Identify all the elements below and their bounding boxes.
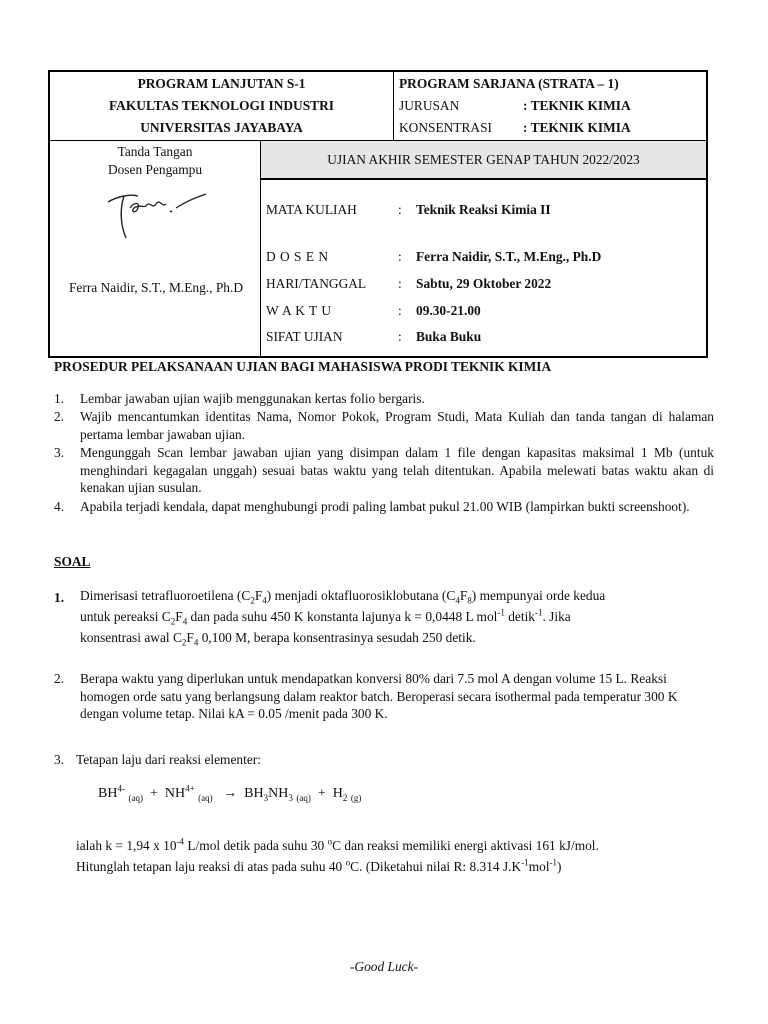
q1-line-2: untuk pereaksi $C_2F_4$ dan pada suhu 450 K konstanta lajunya k = 0,0448 L mol$^{-1}$ detik$^{-1}$. Jika — [80, 607, 571, 627]
q1-line-3: konsentrasi awal $C_2F_4$ 0,100 M, berapa konsentrasinya sesudah 250 detik. — [80, 630, 476, 648]
reaction-arrow-icon: → — [223, 786, 238, 801]
dosen-label: D O S E N — [266, 249, 329, 264]
q1-num: 1. — [54, 590, 65, 605]
exam-title: UJIAN AKHIR SEMESTER GENAP TAHUN 2022/2023 — [327, 152, 640, 167]
procedure-num-3: 3. — [54, 445, 65, 460]
sifat-ujian-label: SIFAT UJIAN — [266, 329, 343, 344]
hari-tanggal-colon: : — [398, 276, 402, 291]
q3-line-2: Hitunglah tetapan laju reaksi di atas pada suhu 40 $^o$C. (Diketahui nilai R: 8.314 $J.K^{-1}mol^{-1}$) — [76, 857, 562, 874]
q2-text: Berapa waktu yang diperlukan untuk mendapatkan konversi 80% dari 7.5 mol A dengan volume 15 L. Reaksi homogen orde satu yang berlangsung dalam reaktor batch. Beroperasi secara isothermal pada temperatur 300 K dengan volume tetap. Nilai kA = 0.05 /menit pada 300 K. — [80, 671, 678, 721]
jurusan-label: JURUSAN — [399, 98, 460, 113]
procedure-num-4: 4. — [54, 499, 65, 514]
waktu-label: W A K T U — [266, 303, 332, 318]
hari-tanggal-value: Sabtu, 29 Oktober 2022 — [416, 276, 552, 291]
institution-line-3: UNIVERSITAS JAYABAYA — [140, 120, 303, 135]
q2-num: 2. — [54, 671, 65, 686]
dosen-value: Ferra Naidir, S.T., M.Eng., Ph.D — [416, 249, 602, 264]
sifat-ujian-value: Buka Buku — [416, 329, 482, 344]
institution-line-1: PROGRAM LANJUTAN S-1 — [137, 76, 306, 91]
hari-tanggal-label: HARI/TANGGAL — [266, 276, 367, 291]
procedure-item-3: Mengunggah Scan lembar jawaban ujian yang disimpan dalam 1 file dengan kapasitas maksimal 1 Mb (untuk menghindari kegagalan unggah) sesuai batas waktu yang telah ditentukan. Apabila melewati batas waktu akan di kenakan ujian susulan. — [80, 445, 714, 495]
procedure-item-1: Lembar jawaban ujian wajib menggunakan kertas folio bergaris. — [80, 391, 425, 406]
mata-kuliah-colon: : — [398, 202, 402, 217]
signature-title-1: Tanda Tangan — [117, 144, 193, 159]
mata-kuliah-value: Teknik Reaksi Kimia II — [416, 202, 551, 217]
waktu-colon: : — [398, 303, 402, 318]
mata-kuliah-label: MATA KULIAH — [266, 202, 357, 217]
signature-name: Ferra Naidir, S.T., M.Eng., Ph.D — [68, 280, 244, 295]
footer-good-luck: -Good Luck- — [349, 959, 419, 974]
signature-title-2: Dosen Pengampu — [107, 162, 203, 177]
q3-intro: Tetapan laju dari reaksi elementer: — [76, 752, 261, 767]
institution-line-2: FAKULTAS TEKNOLOGI INDUSTRI — [109, 98, 334, 113]
q3-equation: $BH^{4-}$ $_{(aq)} + NH^{4+}$ $_{(aq)}$ → $BH_3NH_3$ $_{(aq)} + H_2$ $_{(g)}$ — [98, 783, 362, 803]
jurusan-value: : TEKNIK KIMIA — [523, 98, 631, 113]
konsentrasi-value: : TEKNIK KIMIA — [523, 120, 631, 135]
procedure-item-4: Apabila terjadi kendala, dapat menghubungi prodi paling lambat pukul 21.00 WIB (lampirkan bukti screenshoot). — [80, 499, 690, 514]
procedure-item-2: Wajib mencantumkan identitas Nama, Nomor Pokok, Program Studi, Mata Kuliah dan tanda tangan di halaman pertama lembar jawaban ujian. — [80, 409, 714, 442]
procedure-num-1: 1. — [54, 391, 65, 406]
q3-line-1: ialah k = 1,94 x $10^{-4}$ L/mol detik pada suhu 30 $^o$C dan reaksi memiliki energi aktivasi 161 kJ/mol. — [76, 836, 599, 853]
soal-title: SOAL — [54, 554, 91, 569]
procedure-num-2: 2. — [54, 409, 65, 424]
program-title: PROGRAM SARJANA (STRATA – 1) — [399, 76, 619, 91]
sifat-ujian-colon: : — [398, 329, 402, 344]
q1-line-1: Dimerisasi tetrafluoroetilena $(C_2F_4)$ menjadi oktafluorosiklobutana $(C_4F_8)$ mempunyai orde kedua — [80, 588, 606, 606]
q3-num: 3. — [54, 752, 65, 767]
konsentrasi-label: KONSENTRASI — [399, 120, 492, 135]
procedure-title: PROSEDUR PELAKSANAAN UJIAN BAGI MAHASISWA PRODI TEKNIK KIMIA — [54, 359, 552, 374]
signature-image — [100, 186, 212, 244]
dosen-colon: : — [398, 249, 402, 264]
waktu-value: 09.30-21.00 — [416, 303, 481, 318]
